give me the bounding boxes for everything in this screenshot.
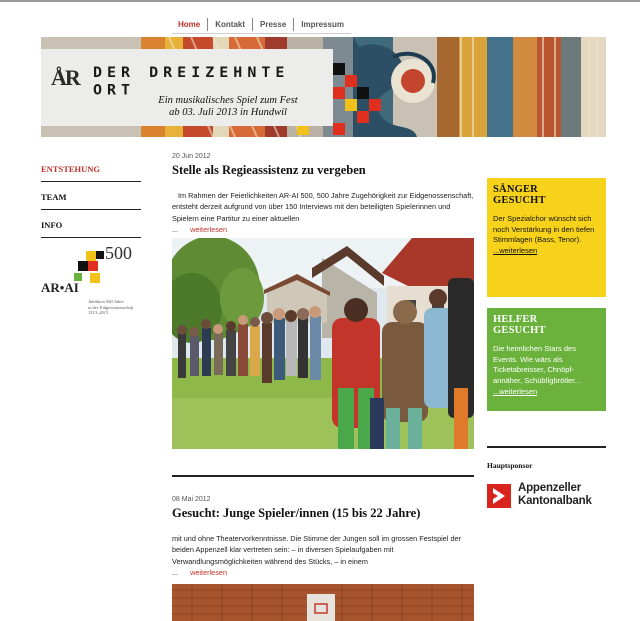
sidenav-entstehung[interactable]: ENTSTEHUNG: [41, 160, 141, 182]
article-date: 20 Jun 2012: [172, 153, 211, 160]
article-2-photo[interactable]: [172, 584, 474, 621]
crowd-photo-image: [172, 238, 474, 449]
box-more-link[interactable]: ...weiterlesen: [493, 246, 538, 256]
anniversary-caption-3: 1513–2013: [88, 310, 109, 315]
banner-title-box: [41, 49, 333, 126]
sponsor-logo[interactable]: [487, 482, 612, 512]
bank-name-line-1: Appenzeller: [518, 482, 581, 494]
header-banner[interactable]: [41, 37, 606, 137]
article-divider: [172, 475, 474, 477]
article-excerpt: mit und ohne Theatervorkenntnisse. Die Stimme der Jungen soll im grossen Festspiel der beiden Appenzell klar vertreten sein: – in diversen Spielaufgaben mit Verwandlungsmöglichkeiten während des Stücks, – in einem: [172, 534, 462, 566]
anniversary-pixel-icon: [74, 251, 108, 287]
box-title[interactable]: SÄNGER GESUCHT: [493, 184, 546, 206]
side-navigation: [41, 160, 141, 244]
box-text: Der Spezialchor wünscht sich noch Verstärkung in den tiefen Stimmlagen (Bass, Tenor).: [493, 214, 595, 245]
box-title[interactable]: HELFER GESUCHT: [493, 314, 546, 336]
nav-impressum[interactable]: Impressum: [301, 20, 344, 29]
site-logo-text: DER DREIZEHNTE ORT: [93, 63, 290, 99]
article-1: [172, 153, 474, 235]
top-navigation: [172, 18, 351, 34]
banner-subtitle: [133, 95, 323, 119]
ellipsis: ...: [172, 567, 179, 577]
ar-logo-mark: ÅR: [51, 65, 79, 90]
anniversary-logo: [41, 245, 146, 320]
ellipsis: ...: [172, 224, 179, 234]
article-2: [172, 496, 474, 578]
sponsor-label: Hauptsponsor: [487, 461, 533, 470]
nav-presse[interactable]: Presse: [253, 18, 294, 31]
bank-cross-icon: [487, 484, 511, 508]
helfer-gesucht-box: [487, 308, 606, 411]
article-title[interactable]: Gesucht: Junge Spieler/innen (15 bis 22 Jahre): [172, 506, 421, 520]
article-date: 08 Mai 2012: [172, 496, 211, 503]
box-text: Die heimlichen Stars des Events. Wie wärs als Ticketabreisser, Chnöpf-annäher, Schüblígbrötler...: [493, 344, 581, 386]
anniversary-caption-1: Jubiläum 500 Jahre: [88, 299, 124, 304]
banner-subtitle-line-1: Ein musikalisches Spiel zum Fest: [158, 95, 298, 106]
read-more-link[interactable]: weiterlesen: [190, 567, 228, 577]
article-more-row: [172, 567, 474, 578]
banner-subtitle-line-2: ab 03. Juli 2013 in Hundwil: [169, 107, 287, 118]
bank-name-line-2: Kantonalbank: [518, 494, 592, 507]
article-excerpt: Im Rahmen der Feierlichkeiten AR-AI 500, 500 Jahre Zugehörigkeit zur Eidgenossenschaft, entsteht derzeit aufgrund von über 150 Interviews mit den beteiligten Spielerinnen und Spielern eine Partitur zu einer aktuellen: [172, 191, 474, 223]
sidenav-team[interactable]: TEAM: [41, 188, 141, 210]
box-more-link[interactable]: ...weiterlesen: [493, 386, 538, 396]
top-border: [0, 0, 640, 2]
anniversary-wordmark: AR•AI: [41, 280, 79, 295]
read-more-link[interactable]: weiterlesen: [190, 224, 228, 234]
sidenav-info[interactable]: INFO: [41, 216, 141, 238]
saenger-gesucht-box: [487, 178, 606, 297]
sponsor-divider: [487, 446, 606, 448]
bank-name: [518, 482, 592, 507]
anniversary-caption: [88, 299, 148, 316]
nav-kontakt[interactable]: Kontakt: [208, 18, 253, 31]
anniversary-number: 500: [105, 243, 132, 263]
article-more-row: [172, 224, 474, 235]
nav-home[interactable]: Home: [172, 18, 208, 31]
article-title[interactable]: Stelle als Regieassistenz zu vergeben: [172, 163, 366, 177]
gym-photo-image: [172, 584, 474, 621]
article-1-photo[interactable]: [172, 238, 474, 449]
anniversary-caption-2: in der Eidgenossenschaft: [88, 304, 134, 310]
